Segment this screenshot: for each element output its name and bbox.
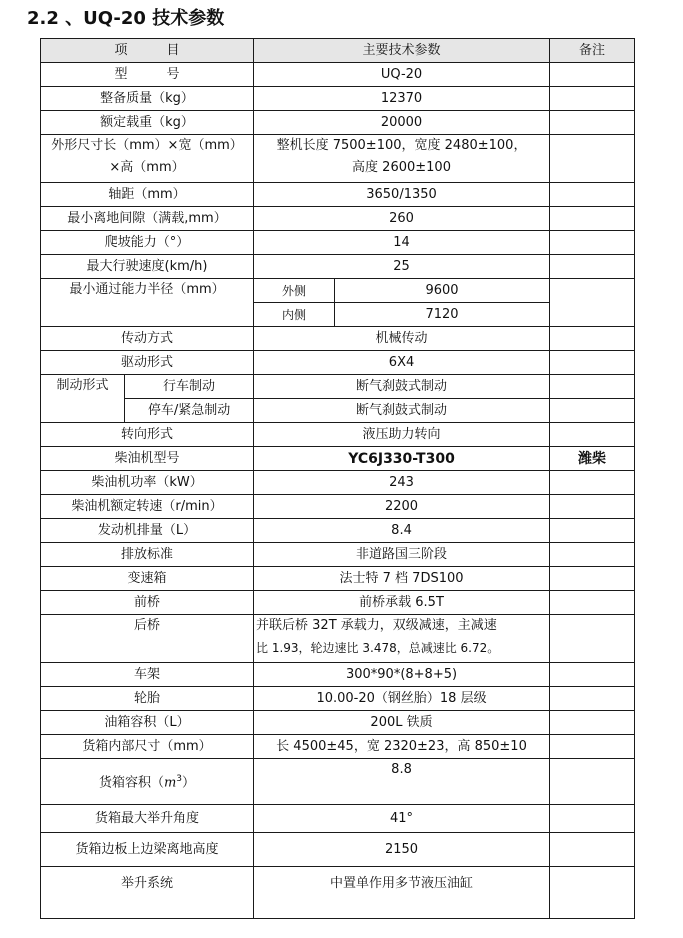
box-volume-exponent: 3 [176, 774, 183, 785]
row-value: 260 [254, 207, 550, 231]
header-item: 项 目 [41, 39, 254, 63]
brake-parking-label: 停车/紧急制动 [125, 399, 254, 423]
row-label: 变速箱 [41, 567, 254, 591]
row-value: 机械传动 [254, 327, 550, 351]
box-volume-label [41, 759, 254, 805]
table-row [41, 711, 635, 735]
row-note [550, 399, 635, 423]
row-note [550, 207, 635, 231]
table-row [41, 399, 635, 423]
table-row [41, 615, 635, 663]
table-row [41, 111, 635, 135]
row-note [550, 135, 635, 183]
table-row [41, 543, 635, 567]
row-label: 车架 [41, 663, 254, 687]
row-value: 2150 [254, 833, 550, 867]
row-note [550, 279, 635, 327]
row-label [41, 135, 254, 183]
row-note [550, 543, 635, 567]
row-note [550, 805, 635, 833]
row-value: 200L 铁质 [254, 711, 550, 735]
table-row [41, 471, 635, 495]
table-row [41, 279, 635, 303]
row-label: 轴距（mm） [41, 183, 254, 207]
row-note [550, 867, 635, 919]
row-value: 法士特 7 档 7DS100 [254, 567, 550, 591]
row-value: UQ-20 [254, 63, 550, 87]
row-label: 额定载重（kg） [41, 111, 254, 135]
box-volume-label-suffix: ） [182, 775, 196, 791]
row-note [550, 663, 635, 687]
row-label: 货箱最大举升角度 [41, 805, 254, 833]
row-note [550, 423, 635, 447]
row-label: 整备质量（kg） [41, 87, 254, 111]
row-value: 前桥承载 6.5T [254, 591, 550, 615]
header-row [41, 39, 635, 63]
table-row [41, 351, 635, 375]
row-note [550, 183, 635, 207]
table-row [41, 207, 635, 231]
row-note [550, 327, 635, 351]
row-value: 3650/1350 [254, 183, 550, 207]
box-volume-label-prefix: 货箱容积（ [98, 775, 164, 791]
row-value [254, 615, 550, 663]
table-row [41, 447, 635, 471]
row-value [254, 135, 550, 183]
table-row [41, 327, 635, 351]
section-title: 2.2 、UQ-20 技术参数 [27, 8, 225, 29]
brake-parking-value: 断气刹鼓式制动 [254, 399, 550, 423]
row-value: 12370 [254, 87, 550, 111]
dimensions-label-line2: ×高（mm） [109, 160, 185, 175]
dimensions-value-line1: 整机长度 7500±100，宽度 2480±100， [276, 138, 527, 153]
table-row [41, 687, 635, 711]
row-value: 非道路国三阶段 [254, 543, 550, 567]
turning-inner-label: 内侧 [254, 303, 335, 327]
row-note [550, 471, 635, 495]
row-note [550, 519, 635, 543]
row-label: 最小通过能力半径（mm） [41, 279, 254, 327]
rear-axle-line2: 比 1.93，轮边速比 3.478，总减速比 6.72。 [256, 641, 500, 655]
row-note [550, 711, 635, 735]
row-value: 2200 [254, 495, 550, 519]
brake-service-label: 行车制动 [125, 375, 254, 399]
row-note [550, 567, 635, 591]
row-label: 最小离地间隙（满载,mm） [41, 207, 254, 231]
row-note [550, 833, 635, 867]
row-label: 后桥 [41, 615, 254, 663]
table-row [41, 183, 635, 207]
table-row [41, 591, 635, 615]
rear-axle-line1: 并联后桥 32T 承载力，双级减速，主减速 [256, 618, 497, 633]
row-value: 243 [254, 471, 550, 495]
table-row [41, 135, 635, 183]
table-row [41, 519, 635, 543]
table-row [41, 495, 635, 519]
row-label: 货箱内部尺寸（mm） [41, 735, 254, 759]
turning-outer-label: 外侧 [254, 279, 335, 303]
spec-table [40, 38, 635, 919]
table-row [41, 759, 635, 805]
row-note [550, 495, 635, 519]
row-value: 8.4 [254, 519, 550, 543]
row-label: 型 号 [41, 63, 254, 87]
row-note [550, 687, 635, 711]
table-row [41, 255, 635, 279]
table-row [41, 735, 635, 759]
table-row [41, 375, 635, 399]
row-label: 柴油机型号 [41, 447, 254, 471]
row-value: 6X4 [254, 351, 550, 375]
row-note [550, 615, 635, 663]
row-label: 货箱边板上边梁离地高度 [41, 833, 254, 867]
header-spec: 主要技术参数 [254, 39, 550, 63]
row-label: 驱动形式 [41, 351, 254, 375]
row-note [550, 375, 635, 399]
dimensions-label-line1: 外形尺寸长（mm）×宽（mm） [51, 138, 243, 153]
row-label: 油箱容积（L） [41, 711, 254, 735]
row-label: 最大行驶速度(km/h) [41, 255, 254, 279]
row-note [550, 735, 635, 759]
table-row [41, 833, 635, 867]
row-note [550, 351, 635, 375]
table-row [41, 87, 635, 111]
row-value: 25 [254, 255, 550, 279]
row-value: 20000 [254, 111, 550, 135]
row-label: 轮胎 [41, 687, 254, 711]
engine-model-note: 潍柴 [550, 447, 635, 471]
row-label: 发动机排量（L） [41, 519, 254, 543]
row-note [550, 63, 635, 87]
row-label: 前桥 [41, 591, 254, 615]
engine-model-value: YC6J330-T300 [254, 447, 550, 471]
header-note: 备注 [550, 39, 635, 63]
brake-service-value: 断气刹鼓式制动 [254, 375, 550, 399]
row-value: 14 [254, 231, 550, 255]
row-value: 液压助力转向 [254, 423, 550, 447]
box-volume-unit: m [163, 775, 177, 791]
turning-inner-value: 7120 [335, 303, 550, 327]
row-value: 长 4500±45，宽 2320±23，高 850±10 [254, 735, 550, 759]
table-row [41, 63, 635, 87]
row-value: 300*90*(8+8+5) [254, 663, 550, 687]
row-label: 排放标准 [41, 543, 254, 567]
turning-outer-value: 9600 [335, 279, 550, 303]
dimensions-value-line2: 高度 2600±100 [352, 160, 451, 175]
row-label: 转向形式 [41, 423, 254, 447]
table-row [41, 231, 635, 255]
table-row [41, 567, 635, 591]
row-label: 传动方式 [41, 327, 254, 351]
row-label: 爬坡能力（°） [41, 231, 254, 255]
row-value: 中置单作用多节液压油缸 [254, 867, 550, 919]
table-row [41, 663, 635, 687]
row-value: 41° [254, 805, 550, 833]
row-value: 8.8 [254, 759, 550, 805]
row-note [550, 759, 635, 805]
row-label: 举升系统 [41, 867, 254, 919]
row-note [550, 591, 635, 615]
row-label: 柴油机额定转速（r/min） [41, 495, 254, 519]
row-note [550, 231, 635, 255]
row-label: 柴油机功率（kW） [41, 471, 254, 495]
row-value: 10.00-20（钢丝胎）18 层级 [254, 687, 550, 711]
table-row [41, 805, 635, 833]
table-row [41, 423, 635, 447]
row-note [550, 111, 635, 135]
table-row [41, 867, 635, 919]
row-note [550, 87, 635, 111]
row-note [550, 255, 635, 279]
brake-label: 制动形式 [41, 375, 125, 423]
